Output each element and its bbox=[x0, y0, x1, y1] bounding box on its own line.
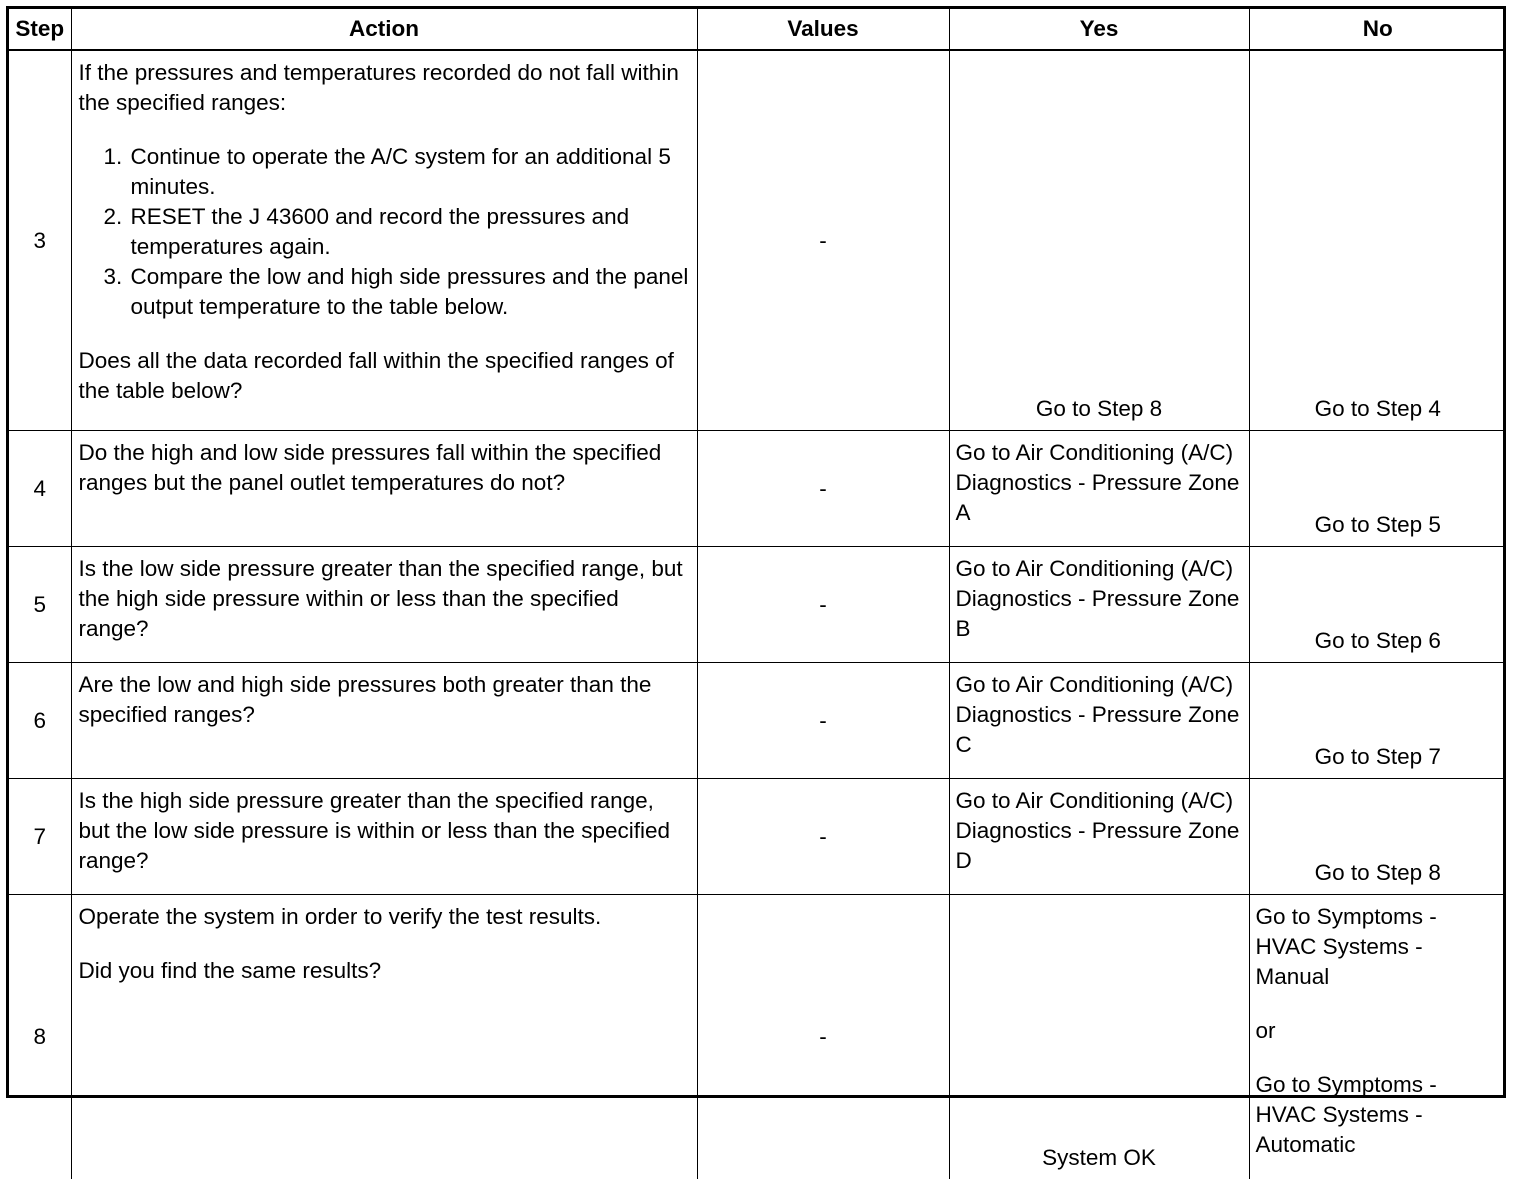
yes-cell bbox=[949, 895, 1249, 1179]
diagnostic-table bbox=[9, 9, 1506, 1179]
action-step-item: 1. Continue to operate the A/C system for an additional 5 minutes. bbox=[129, 142, 689, 202]
yes-cell bbox=[949, 547, 1249, 663]
values-cell: - bbox=[697, 663, 949, 779]
yes-cell bbox=[949, 779, 1249, 895]
header-yes: Yes bbox=[949, 9, 1249, 50]
action-intro: Operate the system in order to verify the test results. bbox=[79, 902, 689, 932]
step-number: 8 bbox=[9, 895, 71, 1179]
table-row bbox=[9, 663, 1506, 779]
action-step-item: 2. RESET the J 43600 and record the pressures and temperatures again. bbox=[129, 202, 689, 262]
action-cell: Is the high side pressure greater than the specified range, but the low side pressure is within or less than the specified range? bbox=[71, 779, 697, 895]
values-cell: - bbox=[697, 50, 949, 431]
action-step-item: 3. Compare the low and high side pressures and the panel output temperature to the table below. bbox=[129, 262, 689, 322]
table-row bbox=[9, 895, 1506, 1179]
header-action: Action bbox=[71, 9, 697, 50]
step-number: 5 bbox=[9, 547, 71, 663]
table-row bbox=[9, 779, 1506, 895]
action-cell bbox=[71, 895, 697, 1179]
no-link[interactable]: Go to Step 4 bbox=[1250, 394, 1507, 424]
yes-link[interactable]: Go to Air Conditioning (A/C) Diagnostics - Pressure Zone A bbox=[950, 431, 1249, 534]
header-step: Step bbox=[9, 9, 71, 50]
action-cell: Are the low and high side pressures both greater than the specified ranges? bbox=[71, 663, 697, 779]
yes-cell bbox=[949, 431, 1249, 547]
no-link[interactable]: Go to Step 7 bbox=[1250, 742, 1507, 772]
header-row bbox=[9, 9, 1506, 50]
action-steps-list bbox=[79, 142, 689, 322]
no-link[interactable]: Go to Step 5 bbox=[1250, 510, 1507, 540]
yes-link[interactable]: Go to Step 8 bbox=[950, 394, 1249, 424]
no-options bbox=[1250, 895, 1507, 1166]
table-row bbox=[9, 50, 1506, 431]
values-cell: - bbox=[697, 547, 949, 663]
no-cell bbox=[1249, 50, 1506, 431]
values-cell: - bbox=[697, 895, 949, 1179]
yes-cell bbox=[949, 50, 1249, 431]
yes-link[interactable]: Go to Air Conditioning (A/C) Diagnostics - Pressure Zone D bbox=[950, 779, 1249, 882]
yes-link[interactable]: Go to Air Conditioning (A/C) Diagnostics - Pressure Zone B bbox=[950, 547, 1249, 650]
no-cell bbox=[1249, 895, 1506, 1179]
no-link[interactable]: Go to Step 6 bbox=[1250, 626, 1507, 656]
action-question: Does all the data recorded fall within the specified ranges of the table below? bbox=[79, 346, 689, 406]
diagnostic-table-frame bbox=[6, 6, 1506, 1098]
no-link[interactable]: Go to Step 8 bbox=[1250, 858, 1507, 888]
yes-link[interactable]: Go to Air Conditioning (A/C) Diagnostics - Pressure Zone C bbox=[950, 663, 1249, 766]
action-cell: Is the low side pressure greater than the specified range, but the high side pressure within or less than the specified range? bbox=[71, 547, 697, 663]
yes-cell bbox=[949, 663, 1249, 779]
step-number: 4 bbox=[9, 431, 71, 547]
no-link-manual[interactable]: Go to Symptoms - HVAC Systems - Manual bbox=[1256, 902, 1501, 992]
header-no: No bbox=[1249, 9, 1506, 50]
no-cell bbox=[1249, 779, 1506, 895]
no-cell bbox=[1249, 431, 1506, 547]
no-or-text: or bbox=[1256, 1016, 1501, 1046]
values-cell: - bbox=[697, 779, 949, 895]
action-question: Did you find the same results? bbox=[79, 956, 689, 986]
no-cell bbox=[1249, 547, 1506, 663]
values-cell: - bbox=[697, 431, 949, 547]
action-intro: If the pressures and temperatures recorded do not fall within the specified ranges: bbox=[79, 58, 689, 118]
table-row bbox=[9, 547, 1506, 663]
action-cell: Do the high and low side pressures fall within the specified ranges but the panel outlet temperatures do not? bbox=[71, 431, 697, 547]
step-number: 6 bbox=[9, 663, 71, 779]
yes-link[interactable]: System OK bbox=[950, 1143, 1249, 1173]
no-cell bbox=[1249, 663, 1506, 779]
action-cell bbox=[71, 50, 697, 431]
step-number: 7 bbox=[9, 779, 71, 895]
step-number: 3 bbox=[9, 50, 71, 431]
no-link-automatic[interactable]: Go to Symptoms - HVAC Systems - Automatic bbox=[1256, 1070, 1501, 1160]
header-values: Values bbox=[697, 9, 949, 50]
table-row bbox=[9, 431, 1506, 547]
